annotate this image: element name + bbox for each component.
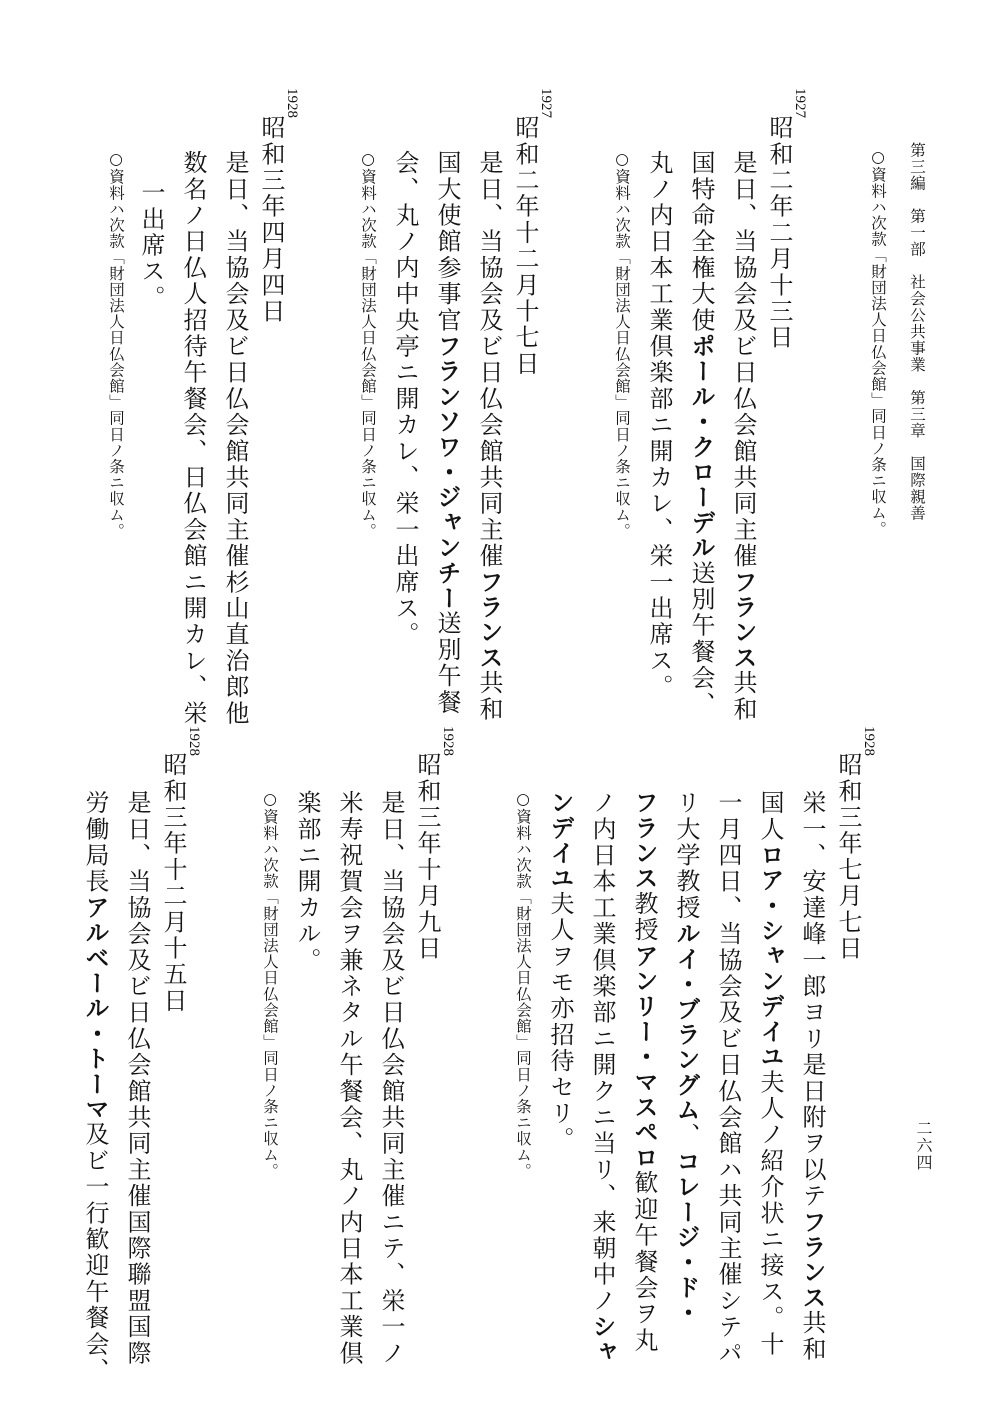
entry-body-line: リ大学教授ルイ・ブラングム、コレージ・ド・: [672, 790, 700, 1326]
entry-body-line: 米寿祝賀会ヲ兼ネタル午餐会、丸ノ内日本工業倶: [335, 790, 363, 1367]
entry-body-line: 数名ノ日仏人招待午餐会、日仏会館ニ開カレ、栄: [179, 150, 207, 727]
entry-body-line: 是日、当協会及ビ日仏会館共同主催ニテ、栄一ノ: [377, 790, 405, 1367]
entry-year: 1928: [186, 726, 202, 756]
source-note: ○資料ハ次款「財団法人日仏会館」同日ノ条ニ収ム。: [613, 150, 631, 539]
entry-year: 1928: [284, 88, 300, 118]
entry-year: 1927: [792, 88, 808, 118]
entry-body-line: ンデイユ夫人ヲモ亦招待セリ。: [546, 790, 574, 1153]
source-note: ○資料ハ次款「財団法人日仏会館」同日ノ条ニ収ム。: [107, 150, 125, 539]
entry-date: 昭和二年二月十三日: [765, 115, 793, 351]
entry-body-line: ノ内日本工業倶楽部ニ開クニ当リ、来朝中ノシャ: [588, 790, 616, 1365]
source-note: ○資料ハ次款「財団法人日仏会館」同日ノ条ニ収ム。: [261, 790, 279, 1179]
source-note: ○資料ハ次款「財団法人日仏会館」同日ノ条ニ収ム。: [869, 148, 887, 537]
entry-body-line: 国人ロア・シャンデイユ夫人ノ紹介状ニ接ス。十: [756, 790, 784, 1358]
entry-body-line: 是日、当協会及ビ日仏会館共同主催杉山直治郎他: [221, 150, 249, 727]
entry-body-line: フランス教授アンリー・マスペロ歓迎午餐会ヲ丸: [630, 790, 658, 1354]
entry-body-line: 会、丸ノ内中央亭ニ開カレ、栄一出席ス。: [391, 150, 419, 648]
entry-body-line: 国大使館参事官フランソワ・ジャンチー送別午餐: [433, 150, 461, 716]
running-header: 第三編 第一部 社会公共事業 第三章 国際親善: [908, 142, 926, 522]
entry-body-line: 国特命全権大使ポール・クローデル送別午餐会、: [687, 150, 715, 718]
entry-body-line: 一月四日、当協会及ビ日仏会館ハ共同主催シテパ: [714, 790, 742, 1367]
entry-body-line: 丸ノ内日本工業倶楽部ニ開カレ、栄一出席ス。: [645, 150, 673, 701]
entry-body-line: 栄一、安達峰一郎ヨリ是日附ヲ以テフランス共和: [798, 790, 826, 1363]
source-note: ○資料ハ次款「財団法人日仏会館」同日ノ条ニ収ム。: [359, 150, 377, 539]
entry-body-line: 楽部ニ開カル。: [293, 790, 321, 974]
entry-year: 1928: [861, 726, 877, 756]
source-note: ○資料ハ次款「財団法人日仏会館」同日ノ条ニ収ム。: [514, 790, 532, 1179]
page-number: 二六四: [914, 1120, 933, 1171]
entry-date: 昭和三年十月九日: [413, 752, 441, 962]
entry-date: 昭和三年十二月十五日: [159, 752, 187, 1014]
entry-body-line: 労働局長アルベール・トーマ及ビ一行歓迎午餐会、: [81, 790, 109, 1384]
entry-date: 昭和二年十二月十七日: [511, 115, 539, 377]
entry-date: 昭和三年七月七日: [834, 752, 862, 962]
entry-body-line: 一出席ス。: [137, 180, 165, 311]
entry-date: 昭和三年四月四日: [257, 115, 285, 325]
entry-body-line: 是日、当協会及ビ日仏会館共同主催フランス共和: [475, 150, 503, 723]
entry-body-line: 是日、当協会及ビ日仏会館共同主催フランス共和: [729, 150, 757, 723]
entry-year: 1928: [440, 726, 456, 756]
entry-year: 1927: [538, 88, 554, 118]
entry-body-line: 是日、当協会及ビ日仏会館共同主催国際聯盟国際: [123, 790, 151, 1367]
